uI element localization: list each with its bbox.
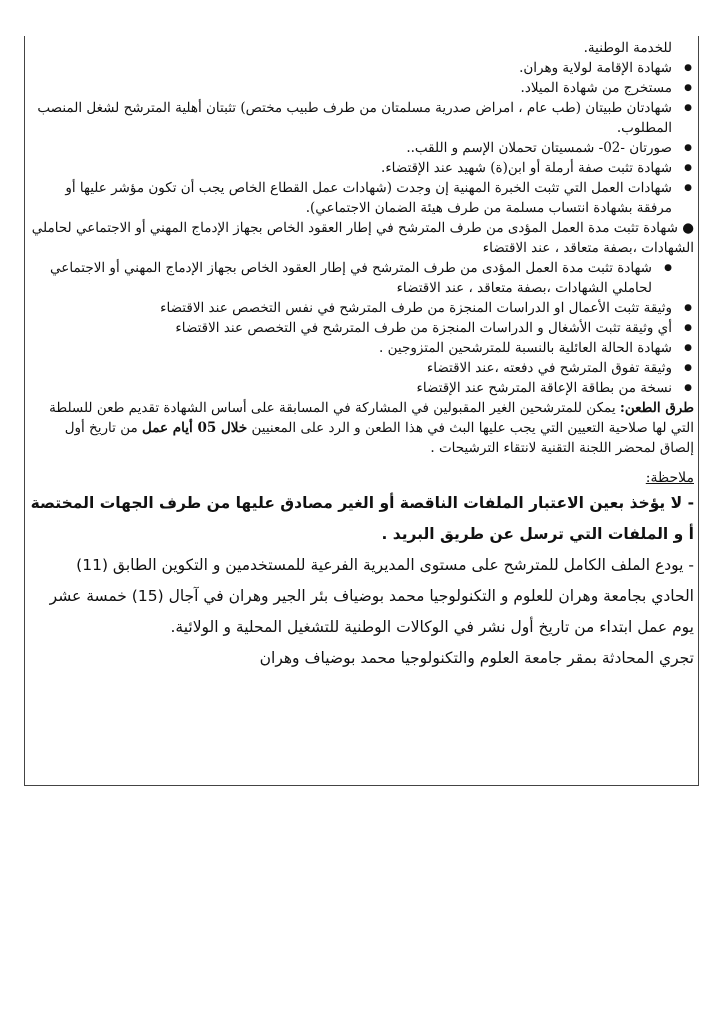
list-item: للخدمة الوطنية. — [583, 40, 672, 56]
note-heading: ملاحظة: — [645, 470, 694, 486]
list-item: ● شهادة الإقامة لولاية وهران. — [30, 58, 694, 78]
list-item: ● شهادة تثبت مدة العمل المؤدى من طرف المترشح في إطار العقود الخاص بجهاز الإدماج المهني أو الاجتماعي لحاملي الشهادات ،بصفة متعاقد ، عند الاقتضاء — [31, 220, 694, 256]
note-incomplete-files: - لا يؤخذ بعين الاعتبار الملفات الناقصة أو الغير مصادق عليها من طرف الجهات المختصة أ و الملفات التي ترسل عن طريق البريد . — [30, 494, 694, 543]
note-interview: تجري المحادثة بمقر جامعة العلوم والتكنولوجيا محمد بوضياف وهران — [259, 649, 694, 667]
appeal-paragraph — [30, 398, 694, 458]
list-item: ● شهادتان طبيتان (طب عام ، امراض صدرية مسلمتان من طرف طبيب مختص) تثبتان أهلية المترشح لشغل المنصب المطلوب. — [30, 98, 694, 138]
list-item: ● وثيقة تفوق المترشح في دفعته ،عند الاقتضاء — [30, 358, 694, 378]
list-item: ● شهادات العمل التي تثبت الخبرة المهنية إن وجدت (شهادات عمل القطاع الخاص يجب أن تكون مؤشر عليها أو مرفقة بشهادة انتساب مسلمة من طرف هيئة الضمان الاجتماعي). — [30, 178, 694, 218]
list-item: ● وثيقة تثبت الأعمال او الدراسات المنجزة من طرف المترشح في نفس التخصص عند الاقتضاء — [30, 298, 694, 318]
appeal-text-1: يمكن للمترشحين الغير المقبولين في المشاركة في المسابقة على أساس الشهادة تقديم طعن للسلطة التي لها صلاحية التعيين التي يجب عليها البث في هذا الطعن و الرد على المعنيين — [49, 400, 694, 436]
list-item: ● شهادة تثبت صفة أرملة أو ابن(ة) شهيد عند الإقتضاء. — [30, 158, 694, 178]
list-item: ● شهادة تثبت مدة العمل المؤدى من طرف المترشح في إطار العقود الخاص بجهاز الإدماج المهني أو الاجتماعي لحاملي الشهادات ،بصفة متعاقد ، عند الاقتضاء — [30, 258, 694, 298]
list-item: ● شهادة الحالة العائلية بالنسبة للمترشحين المتزوجين . — [30, 338, 694, 358]
note-deposit: - يودع الملف الكامل للمترشح على مستوى المديرية الفرعية للمستخدمين و التكوين الطابق (11) الحادي بجامعة وهران للعلوم و التكنولوجيا محمد بوضياف بئر الجير وهران في آجال (15) خمسة عشر يوم عمل ابتداء من تاريخ أول نشر في الوكالات الوطنية للتشغيل المحلية و الولائية. — [49, 556, 694, 636]
list-item: ● صورتان -02- شمسيتان تحملان الإسم و اللقب.. — [30, 138, 694, 158]
appeal-deadline: خلال 05 أيام عمل — [142, 420, 248, 436]
document-body — [30, 38, 694, 674]
appeal-text-2: من تاريخ أول إلصاق لمحضر اللجنة التقنية لانتقاء الترشيحات . — [64, 420, 694, 456]
required-documents-list — [30, 38, 694, 398]
list-item: ● أي وثيقة تثبت الأشغال و الدراسات المنجزة من طرف المترشح في التخصص عند الاقتضاء — [30, 318, 694, 338]
list-item: ● نسخة من بطاقة الإعاقة المترشح عند الإقتضاء — [30, 378, 694, 398]
list-item: ● مستخرج من شهادة الميلاد. — [30, 78, 694, 98]
appeal-title: طرق الطعن: — [619, 400, 694, 416]
